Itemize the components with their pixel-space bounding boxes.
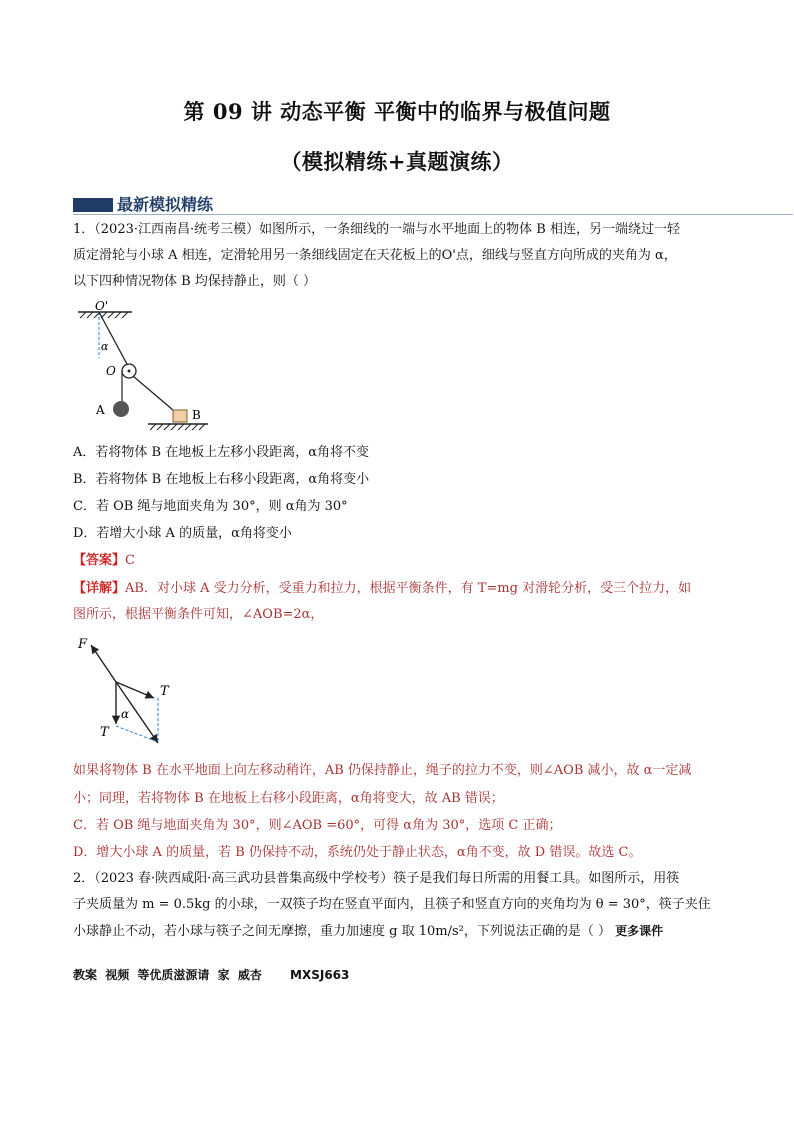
footer-item: 视频	[105, 968, 130, 982]
option-c: C．若 OB 绳与地面夹角为 30°，则 α角为 30°	[73, 499, 348, 514]
q1-line3: 以下四种情况物体 B 均保持静止，则（ ）	[73, 274, 316, 289]
banner-bar	[73, 198, 113, 212]
q2-line1: 2．（2023 春·陕西咸阳·高三武功县普集高级中学校考）筷子是我们每日所需的用餐工具。如图所示，用筷	[73, 871, 680, 886]
detail-line3: 如果将物体 B 在水平地面上向左移动稍许，AB 仍保持静止，绳子的拉力不变，则∠AOB 减小，故 α一定减	[73, 763, 692, 778]
footer-item: 教案	[73, 968, 98, 982]
detail-line6: D．增大小球 A 的质量，若 B 仍保持不动，系统仍处于静止状态，α角不变，故 D 错误。故选 C。	[73, 845, 642, 860]
detail-line5: C．若 OB 绳与地面夹角为 30°，则∠AOB =60°，可得 α角为 30°，选项 C 正确；	[73, 818, 562, 833]
option-d: D．若增大小球 A 的质量，α角将变小	[73, 526, 292, 541]
label-o-prime: O'	[95, 299, 109, 313]
ground-hatch	[148, 420, 238, 434]
q2-line2: 子夹质量为 m = 0.5kg 的小球，一双筷子均在竖直平面内，且筷子和竖直方向的夹角均为 θ = 30°，筷子夹住	[73, 897, 711, 912]
pulley-figure	[70, 298, 220, 422]
q1-line2: 质定滑轮与小球 A 相连，定滑轮用另一条细线固定在天花板上的O'点，细线与竖直方向所成的夹角为 α，	[73, 248, 677, 263]
detail-tag: 【详解】	[73, 581, 126, 596]
detail-row1	[73, 576, 723, 602]
footer	[73, 966, 353, 983]
label-t2: T	[100, 725, 109, 740]
q2-line3: 小球静止不动，若小球与筷子之间无摩擦，重力加速度 g 取 10m/s²，下列说法正确的是（ ）	[73, 924, 611, 939]
q2-line3-row	[73, 918, 733, 945]
label-b: B	[192, 408, 201, 422]
ball-a-icon	[113, 401, 129, 417]
detail-line2: 图所示，根据平衡条件可知，∠AOB=2α，	[73, 607, 324, 622]
option-b: B．若将物体 B 在地板上右移小段距离，α角将变小	[73, 472, 370, 487]
section-banner	[73, 194, 273, 216]
detail-line4: 小；同理，若将物体 B 在地板上右移小段距离，α角将变大，故 AB 错误；	[73, 791, 504, 806]
banner-divider	[73, 214, 793, 215]
answer-tag: 【答案】	[73, 553, 126, 568]
label-alpha: α	[101, 340, 109, 353]
answer-row	[73, 548, 723, 574]
force-diagram	[72, 632, 192, 750]
footer-item: 等优质滋源请	[137, 968, 210, 982]
label-f: F	[78, 637, 88, 652]
label-t1: T	[160, 684, 169, 699]
footer-code: MXSJ663	[290, 968, 350, 982]
footer-item: 威杏	[237, 968, 262, 982]
label-o: O	[106, 364, 116, 378]
label-a: A	[96, 403, 105, 417]
page-subtitle: （模拟精练+真题演练）	[280, 149, 514, 174]
page-title: 第 09 讲 动态平衡 平衡中的临界与极值问题	[183, 99, 611, 124]
detail-line1: AB．对小球 A 受力分析，受重力和拉力，根据平衡条件，有 T=mg 对滑轮分析，受三个拉力，如	[125, 581, 692, 596]
q1-line1: 1．（2023·江西南昌·统考三模）如图所示，一条细线的一端与水平地面上的物体 B 相连，另一端绕过一轻	[73, 222, 680, 237]
label-alpha-2: α	[121, 707, 130, 721]
more-courseware-link[interactable]: 更多课件	[615, 924, 664, 938]
footer-item: 家	[217, 968, 230, 982]
answer-value: C	[125, 553, 135, 568]
section-label: 最新模拟精练	[117, 195, 214, 214]
option-a: A．若将物体 B 在地板上左移小段距离，α角将不变	[73, 445, 369, 460]
